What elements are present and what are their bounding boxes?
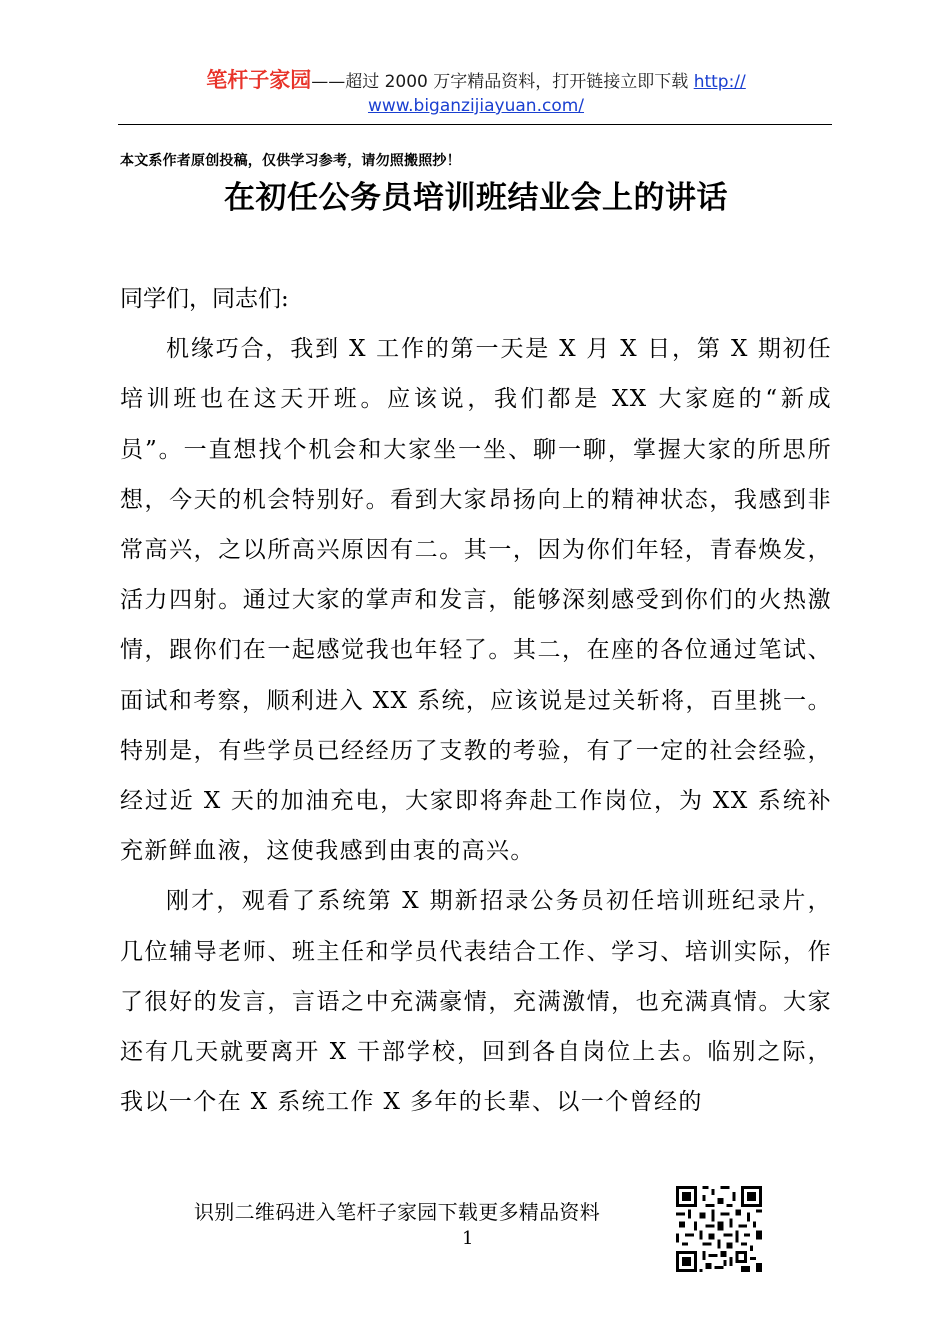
banner-tagline: ——超过 2000 万字精品资料，打开链接立即下载 — [311, 72, 694, 92]
header-divider — [118, 124, 832, 125]
site-link-part2[interactable]: www.biganzijiayuan.com/ — [367, 96, 585, 116]
salutation: 同学们，同志们: — [120, 286, 289, 312]
page-number: 1 — [462, 1228, 474, 1249]
qr-code-icon[interactable] — [676, 1186, 762, 1272]
site-link-part1[interactable]: http:// — [693, 72, 746, 92]
qr-caption: 识别二维码进入笔杆子家园下载更多精品资料 — [194, 1200, 600, 1224]
document-body — [120, 274, 832, 1127]
paragraph-2: 刚才，观看了系统第 X 期新招录公务员初任培训班纪录片，几位辅导老师、班主任和学员代表结合工作、学习、培训实际，作了很好的发言，言语之中充满豪情，充满激情，也充满真情。大家还有几天就要离开 X 干部学校，回到各自岗位上去。临别之际，我以一个在 X 系统工作 X 多年的长辈、以一个曾经的 — [120, 888, 832, 1116]
document-title: 在初任公务员培训班结业会上的讲话 — [224, 180, 728, 216]
copyright-notice: 本文系作者原创投稿，仅供学习参考，请勿照搬照抄！ — [120, 153, 461, 169]
site-banner — [120, 68, 832, 118]
paragraph-1: 机缘巧合，我到 X 工作的第一天是 X 月 X 日，第 X 期初任培训班也在这天开班。应该说，我们都是 XX 大家庭的“新成员”。一直想找个机会和大家坐一坐、聊一聊，掌握大家的所思所想，今天的机会特别好。看到大家昂扬向上的精神状态，我感到非常高兴，之以所高兴原因有二。其一，因为你们年轻，青春焕发，活力四射。通过大家的掌声和发言，能够深刻感受到你们的火热激情，跟你们在一起感觉我也年轻了。其二，在座的各位通过笔试、面试和考察，顺利进入 XX 系统，应该说是过关斩将，百里挑一。特别是，有些学员已经经历了支教的考验，有了一定的社会经验，经过近 X 天的加油充电，大家即将奔赴工作岗位，为 XX 系统补充新鲜血液，这使我感到由衷的高兴。 — [120, 336, 832, 865]
brand-name: 笔杆子家园 — [206, 68, 312, 92]
